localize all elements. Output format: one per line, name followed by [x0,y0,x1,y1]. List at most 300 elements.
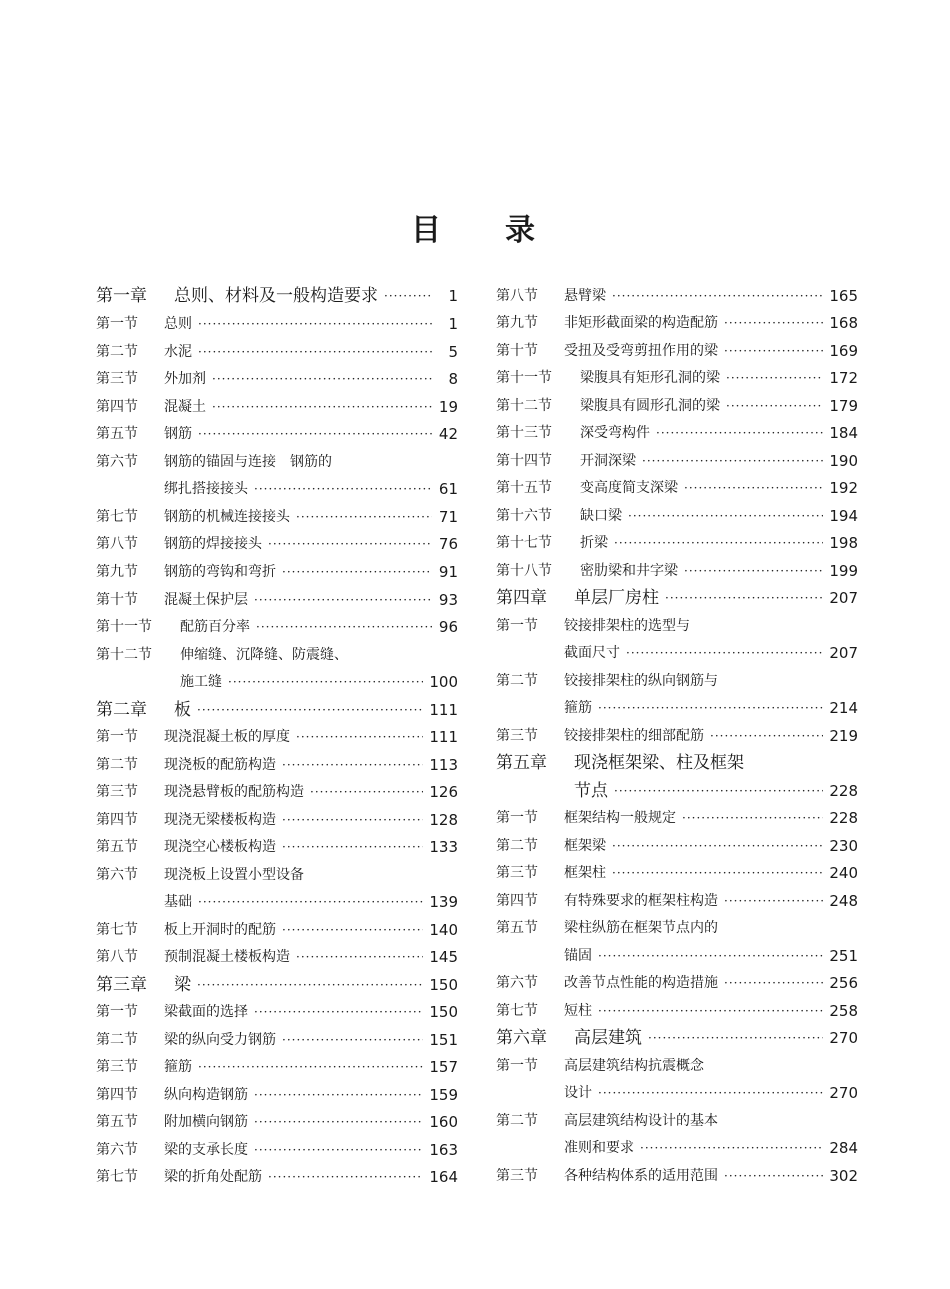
toc-entry-label: 第七节 [96,509,138,525]
toc-entry-label: 第四章 [496,588,547,608]
toc-entry-label: 第一节 [96,729,138,745]
toc-page-number: 256 [829,974,858,992]
toc-section-entry [496,695,858,719]
toc-entry-label: 第七节 [96,922,138,938]
toc-page-number: 139 [429,893,458,911]
toc-page-number: 61 [438,480,458,498]
toc-page-number: 207 [829,644,858,662]
toc-section-entry [96,394,458,418]
toc-page-number: 248 [829,892,858,910]
toc-leader-dots [197,699,423,721]
toc-leader-dots [726,395,823,417]
toc-entry-label: 第三节 [496,1168,538,1184]
toc-page-number: 19 [438,398,458,416]
toc-entry-label: 第二节 [96,1032,138,1048]
toc-page-number: 192 [829,479,858,497]
toc-entry-title: 铰接排架柱的纵向钢筋与 [564,673,718,689]
toc-leader-dots [598,1000,823,1022]
toc-page-number: 140 [429,921,458,939]
toc-entry-title: 板 [174,700,191,720]
toc-leader-dots [282,561,432,583]
toc-section-entry [496,475,858,499]
toc-chapter-entry [96,697,458,721]
toc-chapter-entry [96,972,458,996]
toc-entry-title: 施工缝 [180,674,222,690]
toc-section-entry [96,1164,458,1188]
toc-section-entry [496,338,858,362]
toc-entry-title: 悬臂梁 [564,288,606,304]
toc-entry-title: 梁腹具有矩形孔洞的梁 [580,370,720,386]
toc-leader-dots [684,560,823,582]
toc-entry-label: 第五节 [96,839,138,855]
toc-section-entry [96,311,458,335]
toc-entry-label: 第四节 [96,399,138,415]
toc-section-entry [496,1080,858,1104]
toc-section-entry [96,559,458,583]
toc-entry-label: 第十节 [496,343,538,359]
toc-entry-title: 各种结构体系的适用范围 [564,1168,718,1184]
toc-entry-title: 受扭及受弯剪扭作用的梁 [564,343,718,359]
toc-section-entry [496,723,858,747]
toc-section-entry [496,998,858,1022]
toc-page-number: 190 [829,452,858,470]
toc-entry-title: 非矩形截面梁的构造配筋 [564,315,718,331]
toc-entry-title: 节点 [574,781,608,801]
toc-section-entry [496,860,858,884]
title-char-2: 录 [505,213,539,248]
toc-entry-label: 第十二节 [96,647,152,663]
toc-entry-label: 第二节 [496,838,538,854]
toc-leader-dots [282,919,423,941]
toc-entry-title: 密肋梁和井字梁 [580,563,678,579]
toc-entry-label: 第一章 [96,286,147,306]
toc-leader-dots [198,1056,423,1078]
toc-entry-title: 现浇混凝土板的厚度 [164,729,290,745]
page-title [0,205,950,249]
toc-section-entry [96,587,458,611]
toc-section-entry [96,862,458,886]
toc-page-number: 113 [429,756,458,774]
toc-leader-dots [598,1082,823,1104]
toc-entry-title: 总则 [164,316,192,332]
toc-section-entry [496,365,858,389]
toc-leader-dots [710,725,823,747]
toc-entry-title: 铰接排架柱的细部配筋 [564,728,704,744]
toc-leader-dots [198,423,432,445]
toc-entry-title: 高层建筑结构抗震概念 [564,1058,704,1074]
toc-leader-dots [384,285,432,307]
toc-leader-dots [197,974,423,996]
toc-section-entry [496,1053,858,1077]
toc-page-number: 1 [448,315,458,333]
toc-entry-label: 第四节 [496,893,538,909]
toc-leader-dots [198,891,423,913]
toc-entry-title: 混凝土 [164,399,206,415]
toc-entry-label: 第八节 [96,536,138,552]
toc-section-entry [496,448,858,472]
toc-entry-label: 第三节 [496,728,538,744]
toc-page-number: 302 [829,1167,858,1185]
toc-entry-label: 第二节 [96,344,138,360]
toc-page-number: 151 [429,1031,458,1049]
toc-leader-dots [724,972,823,994]
toc-entry-label: 第六节 [96,1142,138,1158]
toc-entry-title: 箍筋 [164,1059,192,1075]
toc-entry-title: 梁截面的选择 [164,1004,248,1020]
toc-page-number: 168 [829,314,858,332]
toc-leader-dots [198,341,432,363]
toc-chapter-entry [496,585,858,609]
toc-entry-label: 第五节 [96,426,138,442]
toc-entry-title: 总则、材料及一般构造要求 [174,286,378,306]
toc-entry-title: 设计 [564,1085,592,1101]
toc-entry-title: 预制混凝土楼板构造 [164,949,290,965]
toc-entry-label: 第六节 [96,867,138,883]
toc-leader-dots [268,1166,423,1188]
toc-entry-title: 短柱 [564,1003,592,1019]
toc-page-number: 100 [429,673,458,691]
toc-leader-dots [254,1001,423,1023]
toc-section-entry [496,805,858,829]
toc-section-entry [96,1027,458,1051]
toc-page-number: 1 [448,287,458,305]
toc-entry-label: 第九节 [496,315,538,331]
toc-section-entry [96,449,458,473]
toc-page-number: 165 [829,287,858,305]
toc-entry-label: 第三节 [96,1059,138,1075]
toc-section-entry [496,833,858,857]
toc-entry-label: 第一节 [496,618,538,634]
toc-page-number: 219 [829,727,858,745]
toc-entry-label: 第十二节 [496,398,552,414]
toc-chapter-entry [496,778,858,802]
toc-entry-label: 第二节 [496,1113,538,1129]
toc-section-entry [496,283,858,307]
toc-leader-dots [254,1111,423,1133]
toc-entry-label: 第七节 [496,1003,538,1019]
toc-entry-label: 第三节 [96,784,138,800]
toc-section-entry [496,668,858,692]
toc-section-entry [96,339,458,363]
toc-page-number: 184 [829,424,858,442]
toc-section-entry [96,366,458,390]
toc-page-number: 150 [429,1003,458,1021]
toc-entry-label: 第四节 [96,812,138,828]
toc-entry-title: 准则和要求 [564,1140,634,1156]
toc-entry-title: 梁的折角处配筋 [164,1169,262,1185]
toc-leader-dots [254,478,432,500]
toc-leader-dots [296,946,423,968]
toc-chapter-entry [96,283,458,307]
toc-page-number: 230 [829,837,858,855]
toc-entry-label: 第二章 [96,700,147,720]
toc-entry-title: 深受弯构件 [580,425,650,441]
toc-entry-label: 第六节 [96,454,138,470]
toc-entry-title: 混凝土保护层 [164,592,248,608]
toc-section-entry [496,888,858,912]
toc-section-entry [96,421,458,445]
toc-section-entry [496,613,858,637]
toc-page-number: 157 [429,1058,458,1076]
toc-entry-title: 现浇无梁楼板构造 [164,812,276,828]
toc-entry-label: 第三节 [96,371,138,387]
toc-section-entry [496,1135,858,1159]
toc-leader-dots [296,726,423,748]
toc-leader-dots [684,477,823,499]
toc-section-entry [96,889,458,913]
toc-entry-title: 钢筋的弯钩和弯折 [164,564,276,580]
toc-entry-label: 第十四节 [496,453,552,469]
toc-section-entry [96,476,458,500]
toc-page-number: 111 [429,728,458,746]
toc-leader-dots [656,422,823,444]
toc-page-number: 228 [829,809,858,827]
toc-entry-label: 第三章 [96,975,147,995]
toc-leader-dots [640,1137,823,1159]
toc-entry-label: 第十一节 [96,619,152,635]
toc-entry-title: 附加横向钢筋 [164,1114,248,1130]
toc-entry-title: 伸缩缝、沉降缝、防震缝、 [180,647,348,663]
toc-page-number: 71 [438,508,458,526]
toc-page-number: 198 [829,534,858,552]
toc-page-number: 194 [829,507,858,525]
toc-section-entry [96,531,458,555]
toc-leader-dots [282,1029,423,1051]
toc-entry-label: 第十七节 [496,535,552,551]
toc-leader-dots [726,367,823,389]
toc-entry-title: 钢筋的锚固与连接 钢筋的 [164,454,332,470]
toc-entry-title: 水泥 [164,344,192,360]
toc-page-number: 214 [829,699,858,717]
toc-entry-title: 改善节点性能的构造措施 [564,975,718,991]
toc-section-entry [496,970,858,994]
toc-page-number: 93 [438,591,458,609]
toc-page-number: 179 [829,397,858,415]
toc-page-number: 228 [829,782,858,800]
toc-entry-title: 高层建筑 [574,1028,642,1048]
toc-entry-title: 梁腹具有圆形孔洞的梁 [580,398,720,414]
toc-section-entry [96,1054,458,1078]
toc-page-number: 160 [429,1113,458,1131]
toc-entry-label: 第五章 [496,753,547,773]
toc-entry-label: 第八节 [496,288,538,304]
toc-page-number: 258 [829,1002,858,1020]
toc-entry-label: 第六节 [496,975,538,991]
toc-entry-title: 现浇悬臂板的配筋构造 [164,784,304,800]
toc-entry-title: 钢筋 [164,426,192,442]
toc-page-number: 96 [438,618,458,636]
toc-entry-label: 第五节 [496,920,538,936]
toc-page-number: 126 [429,783,458,801]
toc-leader-dots [724,340,823,362]
toc-entry-label: 第一节 [496,810,538,826]
toc-leader-dots [724,1165,823,1187]
toc-leader-dots [296,506,432,528]
toc-section-entry [96,669,458,693]
toc-page-number: 240 [829,864,858,882]
toc-entry-title: 现浇框架梁、柱及框架 [574,753,744,773]
toc-entry-title: 铰接排架柱的选型与 [564,618,690,634]
toc-page-number: 145 [429,948,458,966]
toc-chapter-entry [496,750,858,774]
toc-page-number: 150 [429,976,458,994]
toc-entry-title: 梁的支承长度 [164,1142,248,1158]
toc-entry-title: 配筋百分率 [180,619,250,635]
toc-leader-dots [282,754,423,776]
toc-page-number: 128 [429,811,458,829]
toc-section-entry [496,310,858,334]
toc-entry-title: 钢筋的机械连接接头 [164,509,290,525]
toc-entry-label: 第二节 [96,757,138,773]
toc-leader-dots [665,587,823,609]
toc-entry-label: 第十八节 [496,563,552,579]
toc-leader-dots [612,835,823,857]
toc-leader-dots [628,505,823,527]
toc-page-number: 5 [448,343,458,361]
toc-leader-dots [648,1027,823,1049]
toc-entry-title: 高层建筑结构设计的基本 [564,1113,718,1129]
toc-entry-title: 绑扎搭接接头 [164,481,248,497]
toc-chapter-entry [496,1025,858,1049]
toc-section-entry [496,1108,858,1132]
toc-page-number: 91 [438,563,458,581]
toc-section-entry [496,530,858,554]
toc-section-entry [96,1137,458,1161]
toc-entry-label: 第四节 [96,1087,138,1103]
toc-leader-dots [282,836,423,858]
toc-leader-dots [256,616,432,638]
toc-leader-dots [212,396,432,418]
toc-entry-title: 有特殊要求的框架柱构造 [564,893,718,909]
toc-section-entry [96,1082,458,1106]
toc-page-number: 164 [429,1168,458,1186]
toc-entry-title: 折梁 [580,535,608,551]
toc-entry-label: 第十三节 [496,425,552,441]
toc-page-number: 270 [829,1029,858,1047]
toc-entry-label: 第八节 [96,949,138,965]
toc-entry-title: 钢筋的焊接接头 [164,536,262,552]
toc-page-number: 284 [829,1139,858,1157]
toc-leader-dots [626,642,823,664]
toc-leader-dots [724,890,823,912]
toc-page-number: 159 [429,1086,458,1104]
toc-section-entry [96,752,458,776]
toc-entry-label: 第二节 [496,673,538,689]
toc-leader-dots [724,312,823,334]
toc-entry-title: 梁柱纵筋在框架节点内的 [564,920,718,936]
toc-section-entry [496,1163,858,1187]
toc-leader-dots [212,368,432,390]
toc-entry-label: 第十六节 [496,508,552,524]
toc-page-number: 207 [829,589,858,607]
toc-section-entry [96,642,458,666]
toc-entry-label: 第一节 [96,1004,138,1020]
toc-section-entry [96,614,458,638]
toc-section-entry [496,420,858,444]
toc-leader-dots [642,450,823,472]
toc-entry-label: 第十节 [96,592,138,608]
toc-section-entry [96,807,458,831]
toc-entry-label: 第九节 [96,564,138,580]
toc-leader-dots [282,809,423,831]
toc-entry-title: 现浇空心楼板构造 [164,839,276,855]
toc-page-number: 172 [829,369,858,387]
toc-section-entry [96,1109,458,1133]
toc-entry-label: 第六章 [496,1028,547,1048]
toc-entry-title: 变高度简支深梁 [580,480,678,496]
toc-leader-dots [198,313,432,335]
toc-page-number: 169 [829,342,858,360]
toc-section-entry [496,943,858,967]
toc-entry-title: 外加剂 [164,371,206,387]
toc-leader-dots [612,285,823,307]
toc-leader-dots [254,1139,423,1161]
toc-entry-title: 截面尺寸 [564,645,620,661]
toc-leader-dots [254,1084,423,1106]
toc-entry-label: 第一节 [496,1058,538,1074]
toc-entry-label: 第三节 [496,865,538,881]
toc-leader-dots [598,945,823,967]
toc-entry-title: 框架梁 [564,838,606,854]
toc-page-number: 251 [829,947,858,965]
toc-entry-title: 单层厂房柱 [574,588,659,608]
toc-entry-title: 框架结构一般规定 [564,810,676,826]
toc-section-entry [96,779,458,803]
toc-entry-label: 第一节 [96,316,138,332]
toc-page-number: 8 [448,370,458,388]
toc-page-number: 163 [429,1141,458,1159]
toc-entry-title: 梁的纵向受力钢筋 [164,1032,276,1048]
toc-page-number: 270 [829,1084,858,1102]
toc-leader-dots [228,671,423,693]
toc-leader-dots [598,697,823,719]
toc-entry-title: 缺口梁 [580,508,622,524]
toc-leader-dots [682,807,823,829]
toc-section-entry [496,915,858,939]
toc-entry-label: 第七节 [96,1169,138,1185]
toc-section-entry [496,640,858,664]
toc-entry-label: 第五节 [96,1114,138,1130]
toc-section-entry [96,834,458,858]
toc-page-number: 199 [829,562,858,580]
toc-entry-title: 板上开洞时的配筋 [164,922,276,938]
toc-entry-title: 箍筋 [564,700,592,716]
toc-entry-title: 现浇板上设置小型设备 [164,867,304,883]
toc-leader-dots [612,862,823,884]
toc-section-entry [96,504,458,528]
toc-section-entry [496,393,858,417]
toc-leader-dots [614,532,823,554]
toc-section-entry [96,917,458,941]
toc-entry-title: 框架柱 [564,865,606,881]
title-char-1: 目 [411,213,445,248]
toc-page-number: 111 [429,701,458,719]
toc-leader-dots [254,589,432,611]
toc-section-entry [96,999,458,1023]
toc-section-entry [496,558,858,582]
toc-leader-dots [310,781,423,803]
toc-page-number: 76 [438,535,458,553]
toc-leader-dots [614,780,823,802]
toc-entry-title: 开洞深梁 [580,453,636,469]
toc-entry-label: 第十一节 [496,370,552,386]
toc-entry-title: 锚固 [564,948,592,964]
toc-entry-title: 基础 [164,894,192,910]
toc-entry-label: 第十五节 [496,480,552,496]
toc-entry-title: 现浇板的配筋构造 [164,757,276,773]
toc-section-entry [496,503,858,527]
toc-entry-title: 纵向构造钢筋 [164,1087,248,1103]
